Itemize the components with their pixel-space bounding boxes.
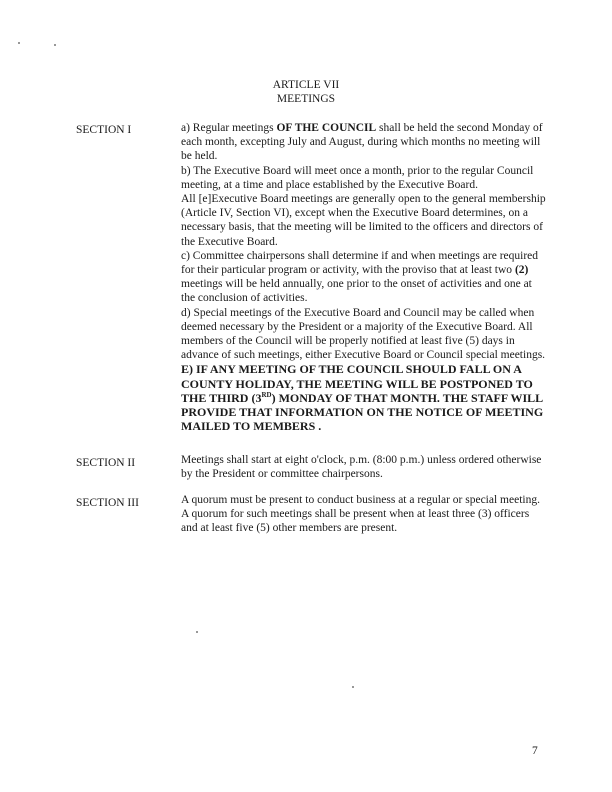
section-3-label: SECTION III [76, 497, 139, 509]
para-e-sup: RD [261, 390, 272, 399]
section-1-para-c [181, 249, 546, 306]
section-1-para-a [181, 121, 546, 164]
section-3-text: A quorum must be present to conduct business at a regular or special meeting. A quorum for such meetings shall be present when at least three (3) officers and at least five (5) other members are present. [181, 494, 540, 535]
para-a-suffix: shall be held the second Monday of each month, excepting July and August, during which months no meeting will be held. [181, 122, 543, 163]
page-number: 7 [532, 745, 538, 757]
section-2-label: SECTION II [76, 457, 136, 469]
section-2-body [181, 453, 546, 481]
section-2-text: Meetings shall start at eight o'clock, p.m. (8:00 p.m.) unless ordered otherwise by the President or committee chairpersons. [181, 454, 542, 481]
scan-speck [196, 631, 198, 633]
para-e-suffix: ) MONDAY OF THAT MONTH. THE STAFF WILL PROVIDE THAT INFORMATION ON THE NOTICE OF MEETING MAILED TO MEMBERS . [181, 390, 544, 434]
section-1-label: SECTION I [76, 124, 132, 136]
article-subtitle: MEETINGS [276, 93, 336, 105]
para-a-prefix: a) Regular meetings [181, 122, 277, 134]
section-3-body [181, 493, 546, 536]
article-title: ARTICLE VII [272, 79, 340, 91]
section-1-para-e [181, 362, 546, 433]
section-1-para-d: d) Special meetings of the Executive Board and Council may be called when deemed necessary by the President or a majority of the Executive Board. All members of the Council will be properly notified at least five (5) days in advance of such meetings, either Executive Board or Council special meetings. [181, 306, 546, 362]
para-c-bold: (2) [514, 264, 529, 277]
para-a-bold: OF THE COUNCIL [276, 122, 377, 134]
scan-speck [18, 42, 20, 44]
para-c-prefix: c) Committee chairpersons shall determine if and when meetings are required for their particular program or activity, with the proviso that at least two [181, 249, 539, 277]
section-1-body [181, 121, 546, 433]
section-1-para-b2: All [e]Executive Board meetings are generally open to the general membership (Article IV, Section VI), except when the Executive Board determines, on a necessary basis, that the meeting will be limited to the officers and directors of the Executive Board. [181, 193, 546, 248]
para-c-suffix: meetings will be held annually, one prior to the onset of activities and one at the conclusion of activities. [181, 278, 532, 305]
scan-speck [54, 44, 56, 46]
para-e-prefix: E) IF ANY MEETING OF THE COUNCIL SHOULD FALL ON A COUNTY HOLIDAY, THE MEETING WILL BE POSTPONED TO THE THIRD (3 [181, 362, 533, 405]
scan-speck [352, 686, 354, 688]
section-1-para-b1: b) The Executive Board will meet once a month, prior to the regular Council meeting, at a time and place established by the Executive Board. [181, 164, 534, 191]
